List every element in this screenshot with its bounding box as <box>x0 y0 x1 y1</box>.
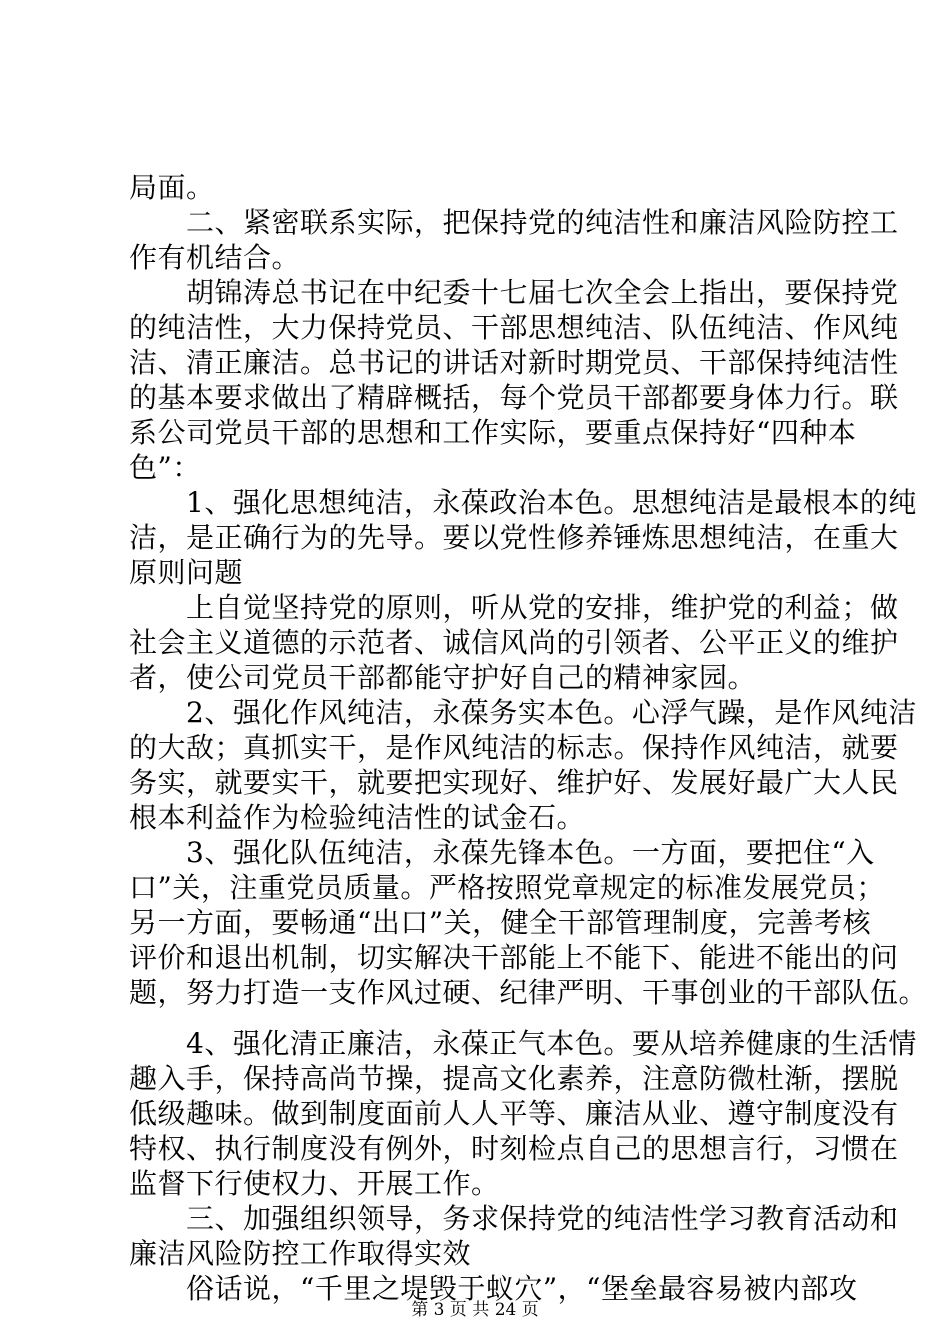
text-line: 者，使公司党员干部都能守护好自己的精神家园。 <box>129 661 757 694</box>
text-line: 三、加强组织领导，务求保持党的纯洁性学习教育活动和 <box>129 1202 899 1235</box>
text-line: 监督下行使权力、开展工作。 <box>129 1167 500 1200</box>
text-line: 4、强化清正廉洁，永葆正气本色。要从培养健康的生活情 <box>129 1027 917 1060</box>
text-line: 的基本要求做出了精辟概括，每个党员干部都要身体力行。联 <box>129 381 899 414</box>
text-line: 评价和退出机制，切实解决干部能上不能下、能进不能出的问 <box>129 941 899 974</box>
text-line: 原则问题 <box>129 556 244 589</box>
text-line: 色”： <box>129 451 201 484</box>
text-line: 社会主义道德的示范者、诚信风尚的引领者、公平正义的维护 <box>129 626 899 659</box>
text-line: 根本利益作为检验纯洁性的试金石。 <box>129 801 586 834</box>
text-line: 务实，就要实干，就要把实现好、维护好、发展好最广大人民 <box>129 766 899 799</box>
text-line: 趣入手，保持高尚节操，提高文化素养，注意防微杜渐，摆脱 <box>129 1062 899 1095</box>
text-line: 上自觉坚持党的原则，听从党的安排，维护党的利益；做 <box>129 591 899 624</box>
text-line: 另一方面，要畅通“出口”关，健全干部管理制度，完善考核 <box>129 906 872 939</box>
text-line: 作有机结合。 <box>129 241 301 274</box>
text-line: 局面。 <box>129 171 215 204</box>
text-line: 低级趣味。做到制度面前人人平等、廉洁从业、遵守制度没有 <box>129 1097 899 1130</box>
text-line: 胡锦涛总书记在中纪委十七届七次全会上指出，要保持党 <box>129 276 899 309</box>
text-line: 的大敌；真抓实干，是作风纯洁的标志。保持作风纯洁，就要 <box>129 731 899 764</box>
text-line: 洁，是正确行为的先导。要以党性修养锤炼思想纯洁，在重大 <box>129 521 899 554</box>
page-footer: 第 3 页 共 24 页 <box>411 1300 539 1320</box>
text-line: 2、强化作风纯洁，永葆务实本色。心浮气躁，是作风纯洁 <box>129 696 917 729</box>
text-line: 俗话说，“千里之堤毁于蚁穴”，“堡垒最容易被内部攻 <box>129 1272 858 1305</box>
text-line: 洁、清正廉洁。总书记的讲话对新时期党员、干部保持纯洁性 <box>129 346 899 379</box>
text-line: 题，努力打造一支作风过硬、纪律严明、干事创业的干部队伍。 <box>129 976 928 1009</box>
text-line: 特权、执行制度没有例外，时刻检点自己的思想言行，习惯在 <box>129 1132 899 1165</box>
text-line: 口”关，注重党员质量。严格按照党章规定的标准发展党员； <box>129 871 885 904</box>
text-line: 系公司党员干部的思想和工作实际，要重点保持好“四种本 <box>129 416 857 449</box>
text-line: 3、强化队伍纯洁，永葆先锋本色。一方面，要把住“入 <box>129 836 875 869</box>
text-line: 二、紧密联系实际，把保持党的纯洁性和廉洁风险防控工 <box>129 206 899 239</box>
text-line: 的纯洁性，大力保持党员、干部思想纯洁、队伍纯洁、作风纯 <box>129 311 899 344</box>
text-line: 1、强化思想纯洁，永葆政治本色。思想纯洁是最根本的纯 <box>129 486 917 519</box>
text-line: 廉洁风险防控工作取得实效 <box>129 1237 472 1270</box>
